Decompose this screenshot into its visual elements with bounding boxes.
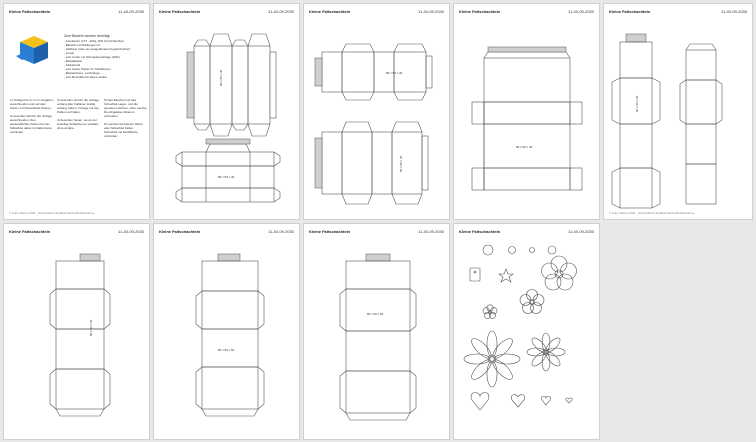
page-title: Kleine Faltschachteln — [159, 9, 201, 14]
template-drawing — [4, 224, 150, 440]
materials-item: - Fotokarton (170 - 300g, DIN A4 (Schachtel) — [64, 39, 124, 43]
box-net-top — [322, 44, 432, 100]
materials-item: - Lineal — [64, 51, 74, 55]
template-drawing — [304, 224, 450, 440]
page-title: Kleine Faltschachteln — [459, 9, 501, 14]
page-6 — [3, 223, 150, 440]
page-date: 11-40-09-2030 — [118, 229, 144, 234]
materials-item: - Bastelschere, Lochzange, ... — [64, 71, 104, 75]
page-7 — [153, 223, 300, 440]
page-date: 11-40-09-2030 — [568, 9, 594, 14]
box-net-bottom — [322, 122, 428, 204]
box-dimensions: 50 x 50 x 50 — [635, 95, 639, 112]
star-shape — [499, 269, 513, 282]
tag-shape — [470, 268, 480, 281]
step-text: 3) Ausrollen (durch) die Vorlage entlang aller Faltlinien kraftig entlang ziehen. Vorlage mit den Paßton auf falten. — [57, 98, 100, 114]
box-dimensions: 80 x 50 x 50 — [367, 312, 384, 316]
box-dimensions: 50 x 50 x 30 — [399, 155, 403, 172]
circle-shape — [509, 247, 516, 254]
circle-shape — [548, 246, 556, 254]
step-text: 1) Vorlage bis zu 3 mm Zugaben ausschneiden und auf dem Karton mit Papierklebe fixieren. — [10, 98, 54, 110]
materials-item: - Falzbein (oder ein ausgedientes Kugelschreiber) — [64, 47, 131, 51]
page-1 — [3, 3, 150, 220]
circle-shape — [483, 245, 493, 255]
materials-list — [64, 39, 148, 79]
box-dimensions: 80 x 50 x 30 — [218, 175, 235, 179]
heart-small-shape — [542, 396, 551, 405]
materials-item: - Bastelkleber — [64, 59, 83, 63]
box-net-cross — [472, 52, 582, 190]
flower-medium-shape — [520, 290, 544, 314]
template-drawing — [154, 224, 300, 440]
box-net-vertical — [194, 34, 276, 136]
template-drawing — [304, 4, 450, 220]
materials-heading: Zum Basteln werden benötigt: — [64, 34, 111, 38]
page-date: 11-40-09-2030 — [118, 9, 144, 14]
flower-large-shape — [542, 256, 577, 290]
box-net-horizontal — [176, 144, 280, 202]
step-text: 6) Laschen bei kleinen Werte oder Schachtel Falten, Schachtel mit Deckfläche verbinden. — [104, 122, 143, 138]
template-drawing — [604, 4, 753, 220]
circle-shape — [530, 248, 535, 253]
page-date: 11-40-09-2030 — [721, 9, 747, 14]
materials-item: - evtl. Buntstifte für kleine Artikel — [64, 75, 107, 79]
box-dimensions: 80 x 50 x 50 — [218, 348, 235, 352]
gift-box-icon — [16, 36, 48, 64]
steps-column-3 — [104, 98, 148, 138]
glue-tab — [218, 254, 240, 261]
page-title: Kleine Faltschachteln — [9, 229, 51, 234]
box-net-tall — [196, 261, 264, 416]
page-title: Kleine Faltschachteln — [309, 229, 351, 234]
step-text: 4) Ausrollen Seiten, wo es der jeweilige Schachtel an verklebt-ohne andere. — [57, 118, 100, 130]
box-dimensions: 80 x 50 x 30 — [219, 69, 223, 86]
steps-column-1 — [10, 98, 54, 134]
page-8 — [303, 223, 450, 440]
flower-pointed-large-shape — [464, 331, 520, 387]
box-net-tall — [50, 261, 110, 416]
step-text: 2) Ausrollen (durch) die Vorlage ausschneiden. Den passendfarben Falzen bei der Schachtel dabei im Faltprozess verbinden. — [10, 114, 53, 134]
page-date: 11-40-09-2030 — [568, 229, 594, 234]
glue-tab — [315, 138, 322, 188]
step-text: 5) Das Bauchern ist das Schachtel Lagen, und die grossten Laschen, ohne Lasche. Die Abgeleiten Ebenen schneiden. — [104, 98, 148, 118]
page-title: Kleine Faltschachteln — [459, 229, 501, 234]
steps-column-2 — [57, 98, 101, 130]
box-dimensions: 80 x 50 x 30 — [386, 71, 403, 75]
materials-item: - evtl. Cutter mit Schneideunterlage (Hilfe) — [64, 55, 120, 59]
glue-tab — [315, 58, 322, 86]
page-date: 11-40-09-2030 — [418, 229, 444, 234]
box-net-tall — [340, 261, 416, 420]
box-dimensions: 80 x 50 x 30 — [516, 145, 533, 149]
glue-tab — [80, 254, 100, 261]
page-footer: © Anne Reiter 2030 · kreativfaltmir.de/faltschachtel/Faltanleitung — [609, 211, 695, 215]
page-4 — [453, 3, 600, 220]
flower-small-shape — [483, 305, 497, 319]
template-drawing — [454, 4, 600, 220]
materials-item: - Klebeband — [64, 63, 81, 67]
glue-tab — [626, 34, 646, 42]
glue-tab — [488, 47, 566, 52]
page-title: Kleine Faltschachteln — [9, 9, 51, 14]
tag-hole — [474, 271, 476, 273]
page-5 — [603, 3, 753, 220]
materials-item: - evtl. festes Papier für Schablonen — [64, 67, 111, 71]
heart-medium-shape — [511, 395, 524, 407]
heart-large-shape — [471, 393, 489, 410]
box-net-tall-secondary — [680, 44, 722, 204]
page-3 — [303, 3, 450, 220]
page-title: Kleine Faltschachteln — [159, 229, 201, 234]
glue-tab — [187, 52, 194, 118]
materials-item: - Bleistift und Radiergummi — [64, 43, 101, 47]
page-2 — [153, 3, 300, 220]
page-date: 11-40-09-2030 — [268, 229, 294, 234]
page-9 — [453, 223, 600, 440]
box-dimensions: 80 x 50 x 50 — [89, 319, 93, 336]
glue-tab — [206, 139, 250, 144]
page-title: Kleine Faltschachteln — [609, 9, 651, 14]
page-footer: © Anne Reiter 2030 · kreativfaltmir.de/faltschachtel/Faltanleitung — [9, 211, 95, 215]
glue-tab — [366, 254, 390, 261]
page-date: 11-40-09-2030 — [268, 9, 294, 14]
flower-pointed-medium-shape — [527, 333, 565, 371]
decoration-shapes — [454, 224, 600, 440]
template-drawing — [154, 4, 300, 220]
heart-tiny-shape — [566, 398, 572, 403]
page-title: Kleine Faltschachteln — [309, 9, 351, 14]
page-date: 11-40-09-2030 — [418, 9, 444, 14]
box-net-tall — [612, 42, 660, 208]
